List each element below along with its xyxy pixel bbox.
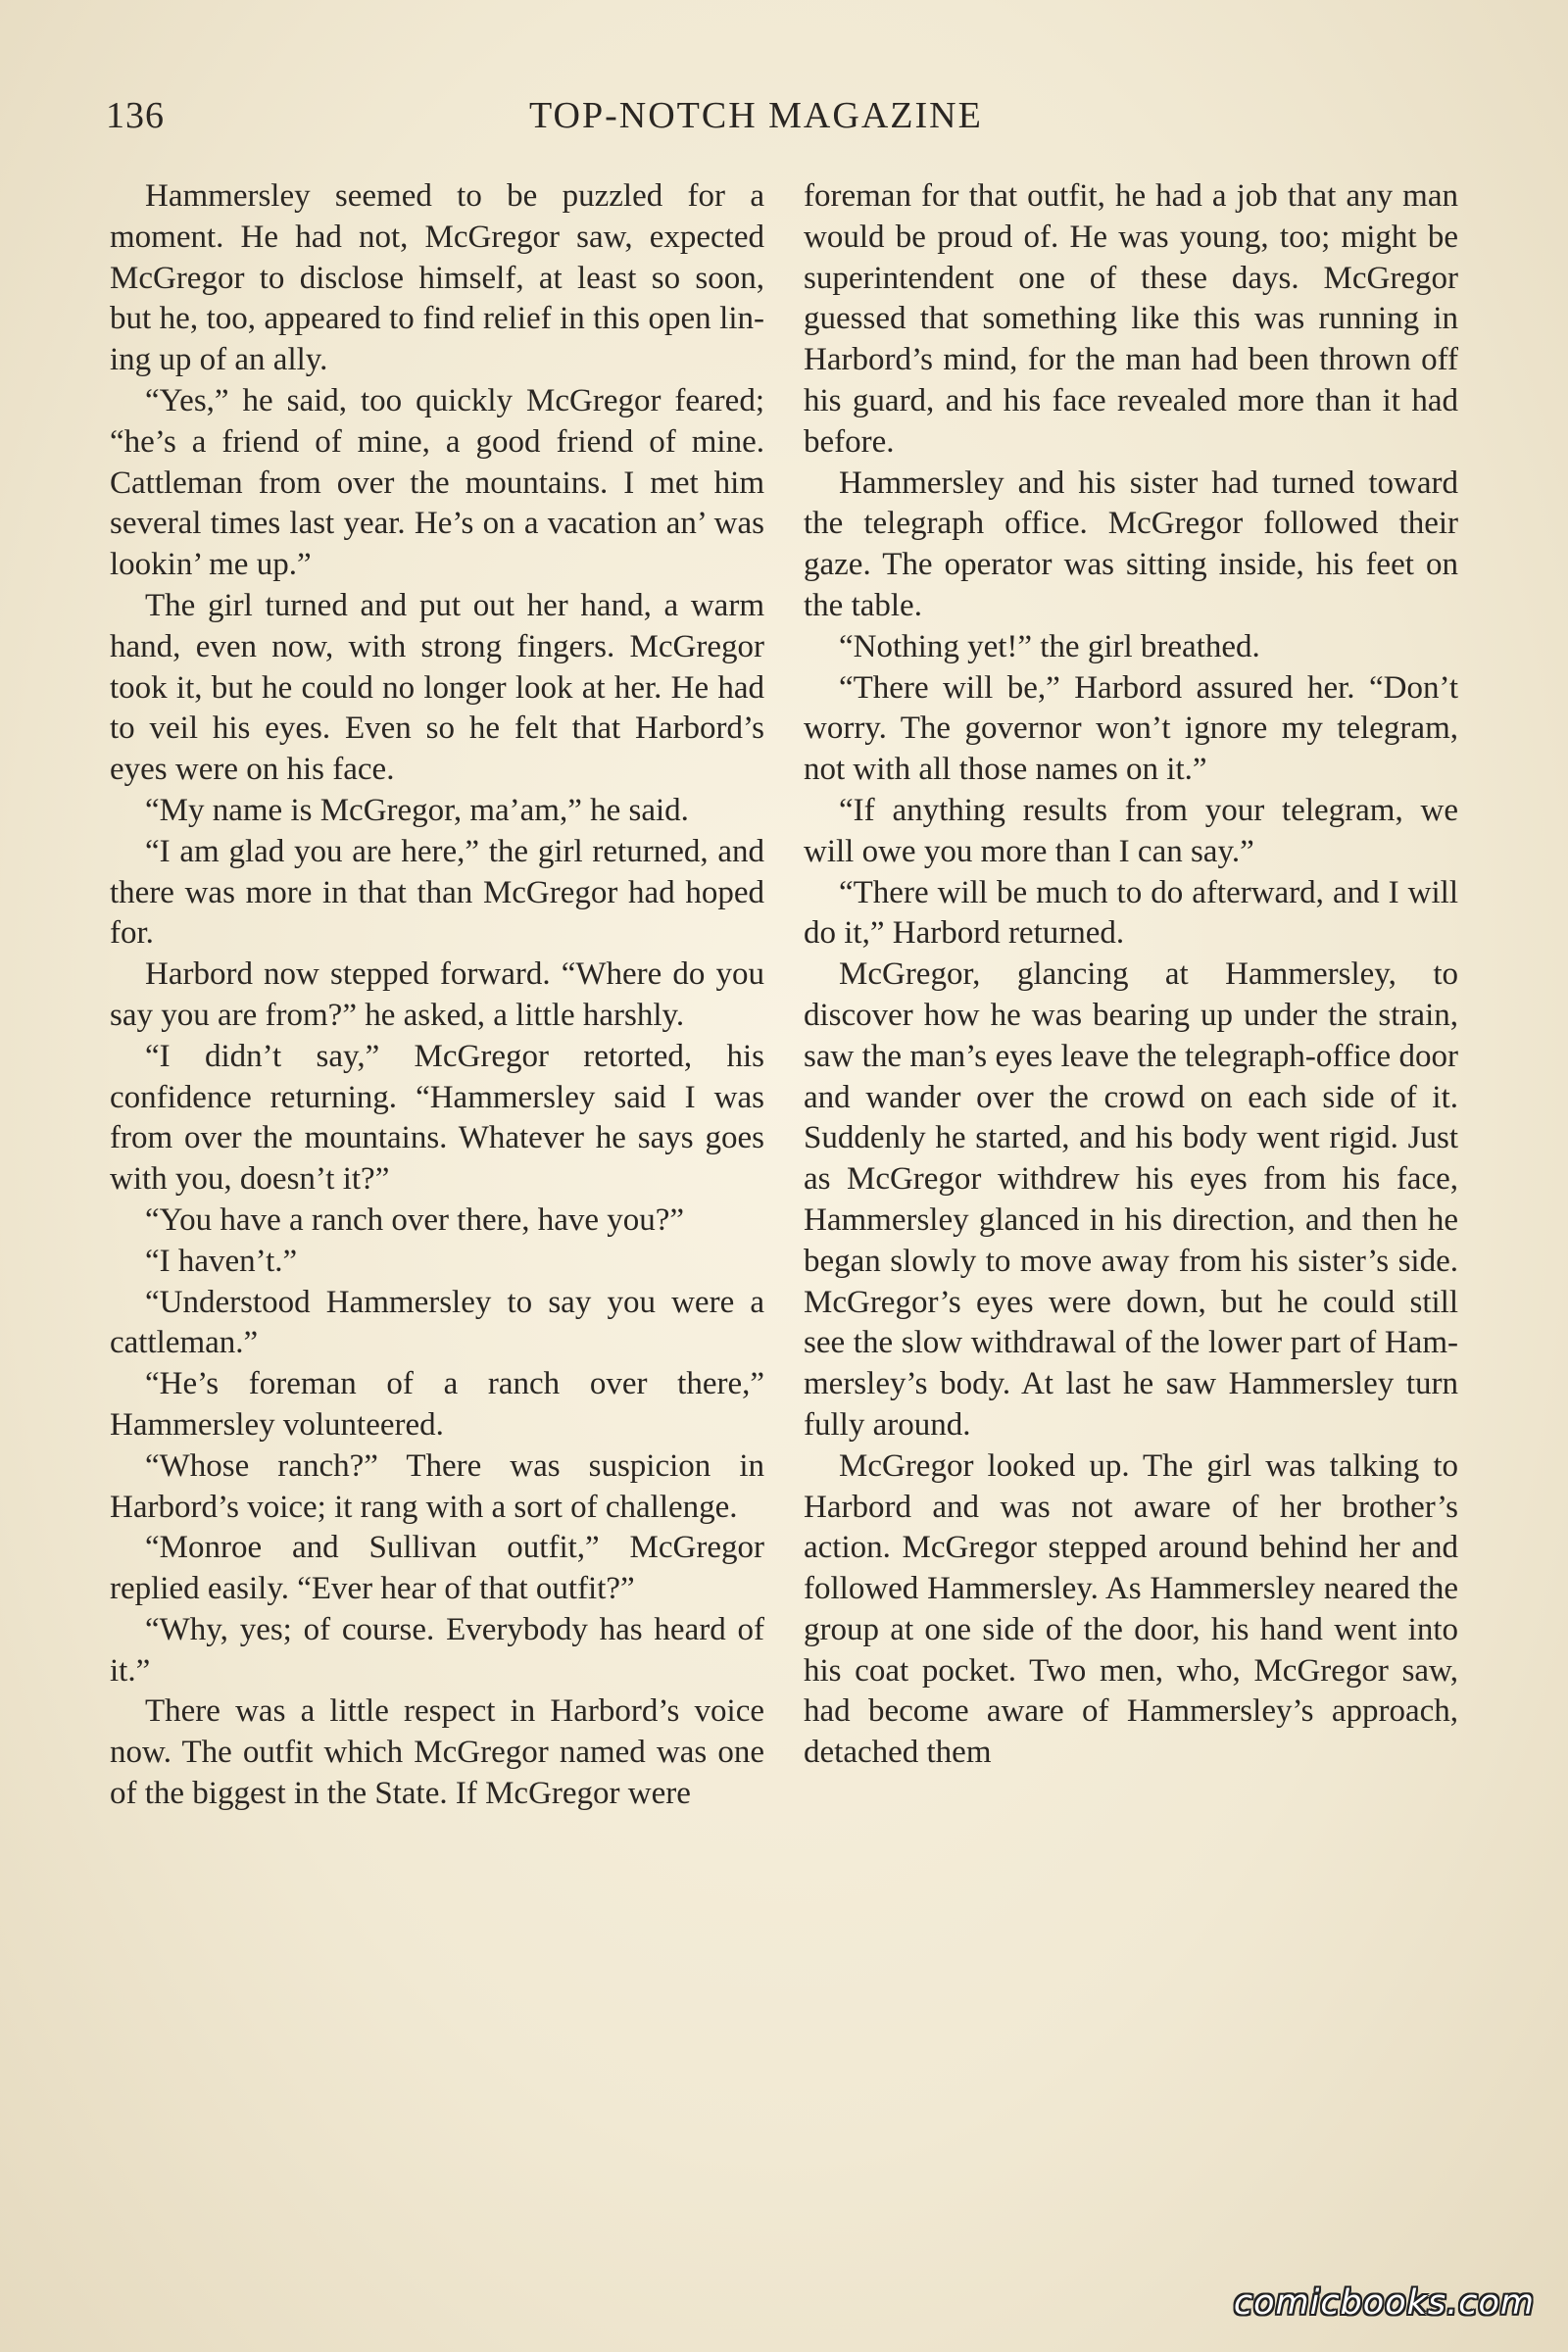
paragraph: “I haven’t.” <box>145 1243 298 1279</box>
paragraph: “Monroe and Sullivan outfit,” McGregor replied easily. “Ever hear of that outfit?” <box>110 1530 764 1607</box>
paragraph: “Yes,” he said, too quickly McGregor feared; “he’s a friend of mine, a good friend of mine. Cattleman from over the mountains. I met him several times last year. He’s on a vacation an’ was lookin’ me up.” <box>110 382 764 583</box>
paragraph: There was a little respect in Harbord’s voice now. The outfit which McGregor named was one of the biggest in the State. If McGregor were <box>110 1693 764 1812</box>
right-column <box>804 176 1458 1774</box>
paragraph: “Whose ranch?” There was suspicion in Harbord’s voice; it rang with a sort of challenge. <box>110 1447 764 1525</box>
paragraph: McGregor looked up. The girl was talking to Harbord and was not aware of her brother’s action. McGregor stepped around behind her and followed Hammersley. As Hammersley neared the group at one side of the door, his hand went into his coat pocket. Two men, who, McGregor saw, had become aware of Hammersley’s approach, detached them <box>804 1447 1458 1771</box>
paragraph: “He’s foreman of a ranch over there,” Hammersley volunteered. <box>110 1366 764 1443</box>
watermark: comicbooks.com <box>1233 2283 1535 2323</box>
paragraph-continuation: foreman for that outfit, he had a job that any man would be proud of. He was young, too; might be superintendent one of these days. McGregor guessed that something like this was running in Harbord’s mind, for the man had been thrown off his guard, and his face revealed more than it had before. <box>804 178 1458 460</box>
paragraph: Harbord now stepped forward. “Where do you say you are from?” he asked, a little harshly. <box>110 956 764 1033</box>
paragraph: Hammersley and his sister had turned toward the telegraph office. McGregor followed their gaze. The operator was sitting inside, his feet on the table. <box>804 465 1458 623</box>
paragraph: The girl turned and put out her hand, a warm hand, even now, with strong fingers. McGregor took it, but he could no longer look at her. He had to veil his eyes. Even so he felt that Harbord’s eyes were on his face. <box>110 587 764 788</box>
paragraph: “Nothing yet!” the girl breathed. <box>839 628 1260 664</box>
paragraph: “Understood Hammersley to say you were a cattleman.” <box>110 1284 764 1361</box>
paragraph: Hammersley seemed to be puzzled for a moment. He had not, McGregor saw, expected McGregor to disclose himself, at least so soon, but he, too, appeared to find relief in this open lining up of an ally. <box>110 178 764 378</box>
paragraph: “I didn’t say,” McGregor retorted, his confidence returning. “Hammersley said I was from over the mountains. Whatever he says goes with you, doesn’t it?” <box>110 1038 764 1198</box>
magazine-title: TOP-NOTCH MAGAZINE <box>529 95 983 136</box>
page-header <box>106 94 1517 149</box>
paragraph: “There will be much to do afterward, and I will do it,” Harbord returned. <box>804 874 1458 952</box>
page-number: 136 <box>106 95 165 136</box>
paragraph: “If anything results from your telegram, we will owe you more than I can say.” <box>804 792 1458 869</box>
paragraph: “I am glad you are here,” the girl returned, and there was more in that than McGregor had hoped for. <box>110 833 764 952</box>
left-column <box>110 176 764 1815</box>
paragraph: “You have a ranch over there, have you?” <box>145 1201 685 1238</box>
paragraph: “There will be,” Harbord assured her. “Don’t worry. The governor won’t ignore my telegram, not with all those names on it.” <box>804 669 1458 788</box>
paragraph: McGregor, glancing at Hammersley, to discover how he was bearing up under the strain, saw the man’s eyes leave the telegraph-office door and wander over the crowd on each side of it. Suddenly he started, and his body went rigid. Just as McGregor withdrew his eyes from his face, Hammersley glanced in his direction, and then he began slowly to move away from his sister’s side. McGregor’s eyes were down, but he could still see the slow withdrawal of the lower part of Hammersley’s body. At last he saw Hammersley turn fully around. <box>804 956 1458 1443</box>
paragraph: “Why, yes; of course. Everybody has heard of it.” <box>110 1611 764 1689</box>
paragraph: “My name is McGregor, ma’am,” he said. <box>145 792 689 828</box>
